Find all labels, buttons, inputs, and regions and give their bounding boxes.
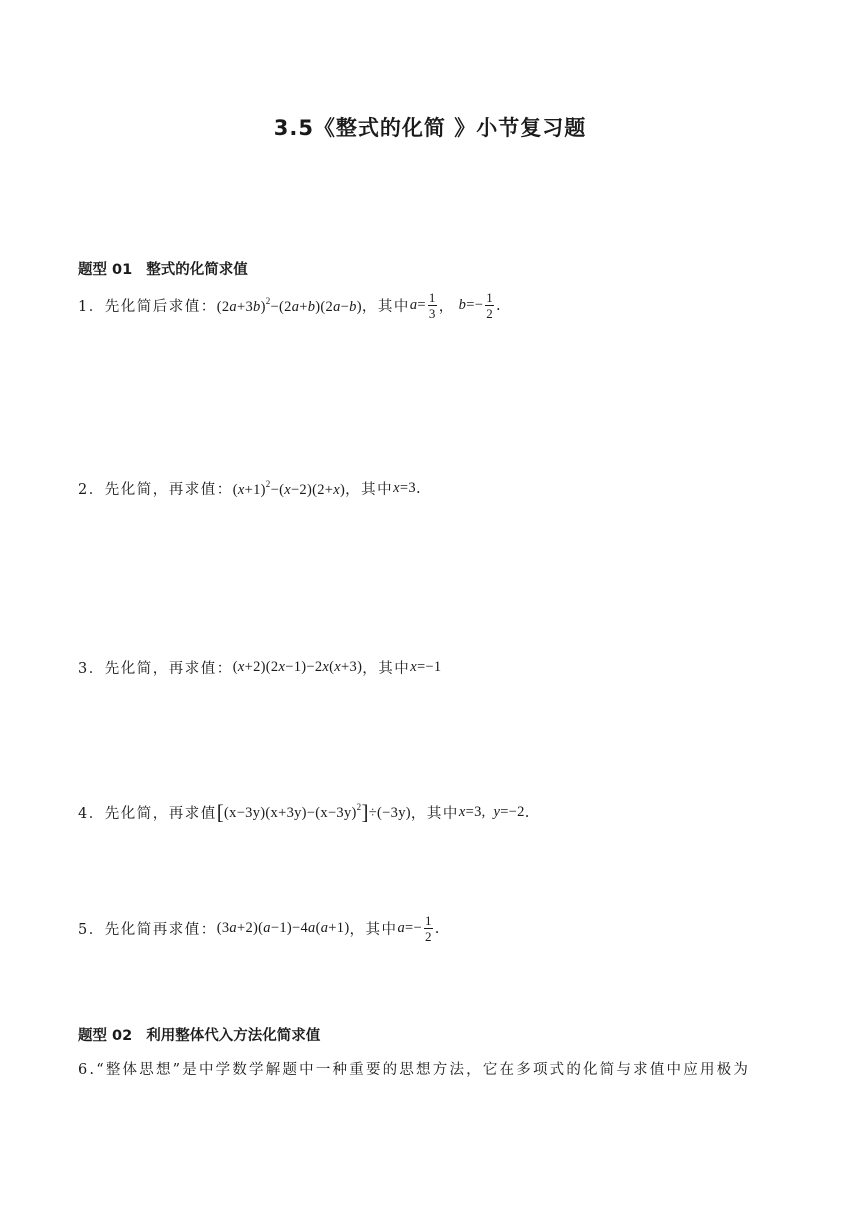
expression: (x+2)(2x−1)−2x(x+3) — [232, 659, 363, 675]
question-prefix: 2．先化简，再求值： — [78, 482, 233, 498]
question-4 — [78, 800, 531, 825]
question-prefix: 3．先化简，再求值： — [78, 661, 233, 677]
page-title: 3.5《整式的化简 》小节复习题 — [273, 116, 587, 140]
question-where: ，其中 — [345, 482, 394, 498]
question-6: 6.“整体思想”是中学数学解题中一种重要的思想方法，它在多项式的化简与求值中应用极为 — [78, 1062, 751, 1078]
section-number: 题型 01 — [78, 262, 133, 278]
question-end: . — [415, 480, 423, 497]
question-where: ，其中 — [361, 299, 410, 315]
expression: $(x+1)^2-(x-2)(2+x)$ — [232, 478, 346, 498]
expression: $(2a+3b)^2-(2a+b)(2a-b)$ — [216, 295, 362, 315]
section-heading-1 — [78, 258, 248, 279]
condition: a=− $\frac{1}{2}$ — [397, 913, 432, 944]
condition: x=−1 — [410, 659, 442, 675]
question-3 — [78, 657, 441, 678]
question-prefix: 1．先化简后求值： — [78, 299, 217, 315]
question-where: ，其中 — [349, 922, 398, 938]
section-heading-2 — [78, 1024, 320, 1045]
question-end: . — [524, 804, 531, 821]
question-end: . — [496, 297, 503, 314]
condition: b=− $\frac{1}{2}$ — [458, 290, 493, 321]
section-label: 利用整体代入方法化简求值 — [146, 1028, 321, 1044]
question-2 — [78, 478, 422, 499]
condition: x=3, y=−2 — [458, 804, 525, 820]
question-prefix: 5．先化简再求值： — [78, 922, 217, 938]
question-where: ，其中 — [410, 806, 459, 822]
expression: $[(x-3y)(x+3y)-(x-3y)^2]\div(-3y)$ — [216, 800, 411, 824]
section-label: 整式的化简求值 — [146, 262, 248, 278]
question-5 — [78, 913, 441, 944]
condition: x=3 — [393, 480, 416, 496]
expression: (3a+2)(a−1)−4a(a+1) — [216, 920, 350, 936]
question-prefix: 4．先化简，再求值 — [78, 806, 217, 822]
section-number: 题型 02 — [78, 1028, 133, 1044]
question-where: ，其中 — [362, 661, 411, 677]
condition: a= $\frac{1}{3}$ — [409, 290, 436, 321]
question-end: . — [434, 920, 441, 937]
question-sep: ， — [438, 299, 455, 315]
question-1 — [78, 290, 502, 321]
